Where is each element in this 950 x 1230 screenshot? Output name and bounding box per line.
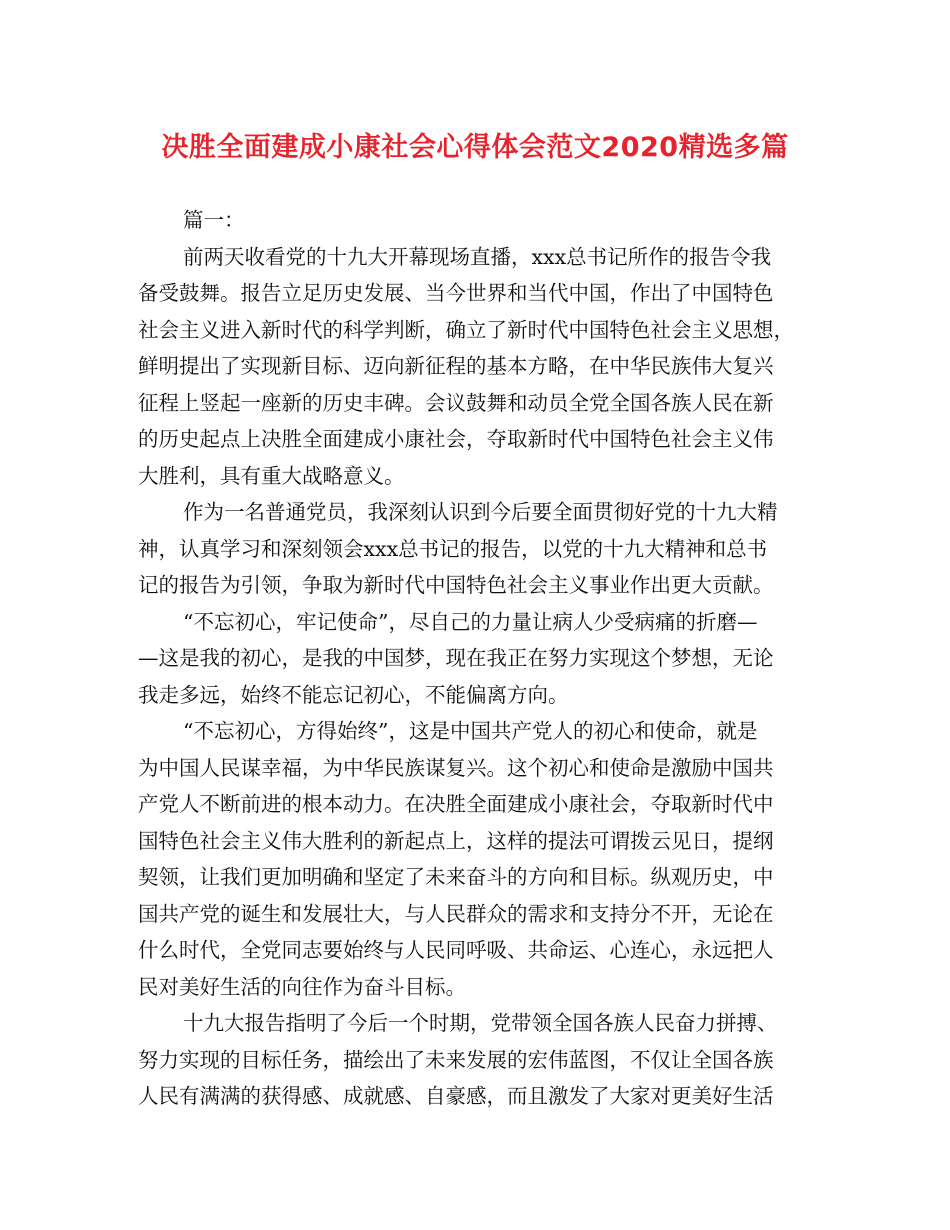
text-line: 我走多远，始终不能忘记初心，不能偏离方向。 (138, 682, 569, 707)
text-line: 十九大报告指明了今后一个时期，党带领全国各族人民奋力拼搏、 (183, 1011, 778, 1035)
text-line: 契领，让我们更加明确和坚定了未来奋斗的方向和目标。纵观历史，中 (138, 865, 774, 889)
text-line: 的历史起点上决胜全面建成小康社会，夺取新时代中国特色社会主义伟 (138, 427, 774, 451)
text-line: 备受鼓舞。报告立足历史发展、当今世界和当代中国，作出了中国特色 (138, 281, 774, 305)
text-line: 鲜明提出了实现新目标、迈向新征程的基本方略，在中华民族伟大复兴 (138, 354, 774, 378)
text-line: 人民有满满的获得感、成就感、自豪感，而且激发了大家对更美好生活 (138, 1084, 774, 1108)
text-line: 征程上竖起一座新的历史丰碑。会议鼓舞和动员全党全国各族人民在新 (138, 390, 774, 415)
text-line: 前两天收看党的十九大开幕现场直播，xxx总书记所作的报告令我 (183, 244, 772, 269)
text-line: 记的报告为引领，争取为新时代中国特色社会主义事业作出更大贡献。 (138, 573, 774, 597)
text-line: 神，认真学习和深刻领会xxx总书记的报告，以党的十九大精神和总书 (138, 536, 768, 561)
text-line: 努力实现的目标任务，描绘出了未来发展的宏伟蓝图，不仅让全国各族 (138, 1047, 774, 1072)
text-line: —这是我的初心，是我的中国梦，现在我正在努力实现这个梦想，无论 (138, 646, 774, 670)
text-line: 大胜利，具有重大战略意义。 (138, 463, 405, 488)
text-line: 作为一名普通党员，我深刻认识到今后要全面贯彻好党的十九大精 (183, 500, 778, 524)
text-line: 篇一： (183, 208, 245, 232)
text-line: “不忘初心，牢记使命”，尽自己的力量让病人少受病痛的折磨— (183, 609, 758, 634)
text-line: 民对美好生活的向往作为奋斗目标。 (138, 974, 466, 999)
text-line: 为中国人民谋幸福，为中华民族谋复兴。这个初心和使命是激励中国共 (138, 755, 774, 780)
text-line: 产党人不断前进的根本动力。在决胜全面建成小康社会，夺取新时代中 (138, 792, 774, 816)
document-body (138, 202, 814, 1115)
text-line: 国特色社会主义伟大胜利的新起点上，这样的提法可谓拨云见日，提纲 (138, 828, 774, 853)
text-line: 什么时代，全党同志要始终与人民同呼吸、共命运、心连心，永远把人 (138, 938, 774, 962)
text-line: “不忘初心，方得始终”，这是中国共产党人的初心和使命，就是 (183, 719, 758, 743)
text-line: 社会主义进入新时代的科学判断，确立了新时代中国特色社会主义思想， (138, 317, 794, 342)
text-line: 国共产党的诞生和发展壮大，与人民群众的需求和支持分不开，无论在 (138, 901, 774, 926)
document-title: 决胜全面建成小康社会心得体会范文2020精选多篇 (161, 132, 789, 163)
